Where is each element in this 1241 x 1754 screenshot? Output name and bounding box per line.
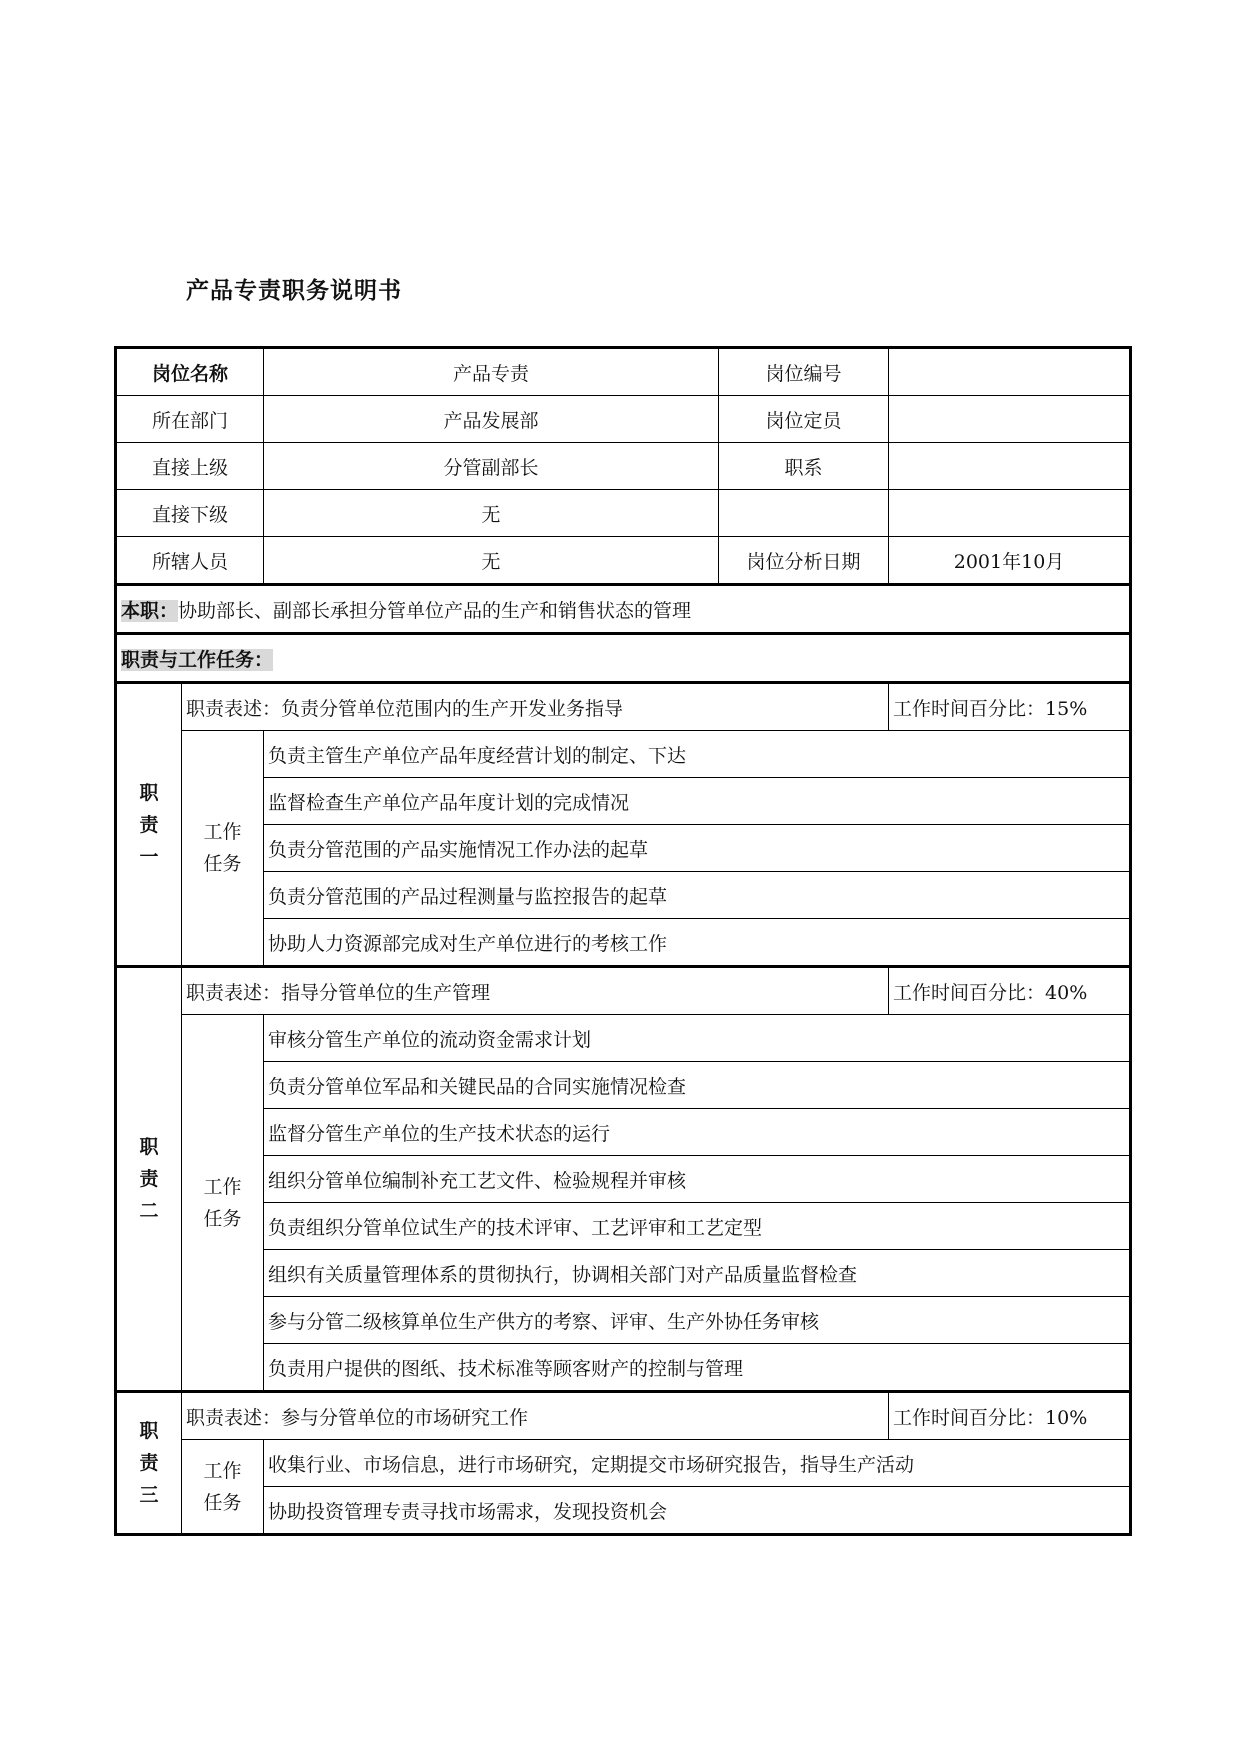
duty-description: 职责表述：参与分管单位的市场研究工作 [182, 1392, 889, 1440]
duty-name [116, 967, 182, 1392]
task-item: 审核分管生产单位的流动资金需求计划 [264, 1015, 1131, 1062]
duty-name-char: 一 [139, 845, 159, 868]
task-item: 负责分管范围的产品实施情况工作办法的起草 [264, 825, 1131, 872]
task-item: 负责主管生产单位产品年度经营计划的制定、下达 [264, 731, 1131, 778]
info-value: 产品专责 [264, 348, 719, 396]
task-row [116, 1062, 1131, 1109]
info-row [116, 348, 1131, 396]
time-percentage: 工作时间百分比：15% [889, 683, 1131, 731]
work-task-label-line: 任务 [203, 1207, 242, 1230]
info-value [889, 490, 1131, 537]
task-item: 组织有关质量管理体系的贯彻执行，协调相关部门对产品质量监督检查 [264, 1250, 1131, 1297]
duty-name-char: 责 [139, 813, 159, 836]
duties-heading-cell [116, 634, 1131, 683]
info-row [116, 537, 1131, 585]
info-value: 产品发展部 [264, 396, 719, 443]
info-value: 无 [264, 490, 719, 537]
info-label: 所在部门 [116, 396, 264, 443]
task-row [116, 1344, 1131, 1392]
task-item: 收集行业、市场信息，进行市场研究，定期提交市场研究报告，指导生产活动 [264, 1440, 1131, 1487]
duty-name [116, 683, 182, 967]
info-row [116, 490, 1131, 537]
duty-name-char: 责 [139, 1168, 159, 1190]
task-row [116, 1203, 1131, 1250]
duties-heading: 职责与工作任务： [121, 648, 274, 671]
summary-label: 本职： [121, 599, 179, 622]
work-task-label [182, 1015, 264, 1392]
work-task-label [182, 731, 264, 967]
task-item: 组织分管单位编制补充工艺文件、检验规程并审核 [264, 1156, 1131, 1203]
task-item: 参与分管二级核算单位生产供方的考察、评审、生产外协任务审核 [264, 1297, 1131, 1344]
info-label: 直接上级 [116, 443, 264, 490]
task-row [116, 1015, 1131, 1062]
work-task-label-line: 工作 [203, 821, 242, 843]
task-item: 协助投资管理专责寻找市场需求，发现投资机会 [264, 1487, 1131, 1535]
summary-text: 协助部长、副部长承担分管单位产品的生产和销售状态的管理 [178, 599, 692, 622]
duty-desc-row [116, 967, 1131, 1015]
info-value: 2001年10月 [889, 537, 1131, 585]
task-row [116, 1250, 1131, 1297]
duty-name-char: 职 [139, 1136, 159, 1158]
time-percentage: 工作时间百分比：40% [889, 967, 1131, 1015]
task-row [116, 919, 1131, 967]
duty-name-char: 三 [139, 1484, 159, 1506]
info-row [116, 443, 1131, 490]
task-row [116, 731, 1131, 778]
work-task-label-line: 工作 [203, 1175, 242, 1198]
task-item: 监督检查生产单位产品年度计划的完成情况 [264, 778, 1131, 825]
task-row [116, 1487, 1131, 1535]
info-value [889, 396, 1131, 443]
task-item: 负责组织分管单位试生产的技术评审、工艺评审和工艺定型 [264, 1203, 1131, 1250]
duty-desc-row [116, 1392, 1131, 1440]
info-label: 岗位名称 [116, 348, 264, 396]
duty-name [116, 1392, 182, 1535]
info-value [889, 443, 1131, 490]
info-label: 直接下级 [116, 490, 264, 537]
task-item: 监督分管生产单位的生产技术状态的运行 [264, 1109, 1131, 1156]
task-row [116, 778, 1131, 825]
info-label: 职系 [719, 443, 889, 490]
task-row [116, 872, 1131, 919]
duty-name-char: 职 [139, 781, 159, 804]
work-task-label-line: 任务 [203, 853, 242, 875]
task-row [116, 1156, 1131, 1203]
document-title: 产品专责职务说明书 [186, 278, 402, 304]
info-row [116, 396, 1131, 443]
time-percentage: 工作时间百分比：10% [889, 1392, 1131, 1440]
task-item: 协助人力资源部完成对生产单位进行的考核工作 [264, 919, 1131, 967]
task-item: 负责分管单位军品和关键民品的合同实施情况检查 [264, 1062, 1131, 1109]
info-label: 所辖人员 [116, 537, 264, 585]
duty-name-char: 职 [139, 1420, 159, 1442]
task-row [116, 1440, 1131, 1487]
info-value [889, 348, 1131, 396]
task-row [116, 825, 1131, 872]
work-task-label-line: 工作 [203, 1459, 242, 1482]
task-item: 负责用户提供的图纸、技术标准等顾客财产的控制与管理 [264, 1344, 1131, 1392]
job-description-table [114, 346, 1132, 1536]
summary-row [116, 585, 1131, 634]
info-label: 岗位定员 [719, 396, 889, 443]
table-body [116, 348, 1131, 1535]
duty-name-char: 二 [139, 1200, 159, 1222]
info-label [719, 490, 889, 537]
duty-name-char: 责 [139, 1452, 159, 1474]
duty-desc-row [116, 683, 1131, 731]
info-value: 分管副部长 [264, 443, 719, 490]
duty-description: 职责表述：指导分管单位的生产管理 [182, 967, 889, 1015]
work-task-label [182, 1440, 264, 1535]
info-label: 岗位分析日期 [719, 537, 889, 585]
task-row [116, 1297, 1131, 1344]
task-row [116, 1109, 1131, 1156]
work-task-label-line: 任务 [203, 1491, 242, 1514]
duties-heading-row [116, 634, 1131, 683]
summary-cell [116, 585, 1131, 634]
task-item: 负责分管范围的产品过程测量与监控报告的起草 [264, 872, 1131, 919]
info-value: 无 [264, 537, 719, 585]
duty-description: 职责表述：负责分管单位范围内的生产开发业务指导 [182, 683, 889, 731]
info-label: 岗位编号 [719, 348, 889, 396]
